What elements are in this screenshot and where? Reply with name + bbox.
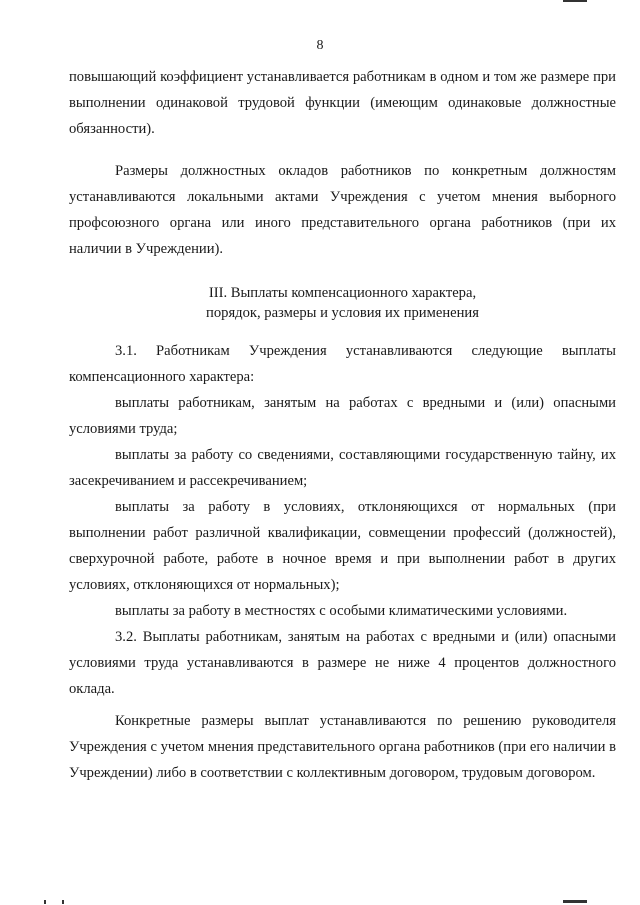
paragraph-3-1: 3.1. Работникам Учреждения устанавливаются следующие выплаты компенсационного характера: [69,343,616,385]
scan-mark-bottom-left-2 [62,900,64,904]
paragraph-3-2: 3.2. Выплаты работникам, занятым на работах с вредными и (или) опасными условиями труда устанавливаются в размере не ниже 4 процентов должностного оклада. [69,629,616,697]
section-heading-line-1: III. Выплаты компенсационного характера, [208,285,477,301]
list-item-climatic-conditions: выплаты за работу в местностях с особыми климатическими условиями. [115,603,568,619]
list-item-abnormal-conditions: выплаты за работу в условиях, отклоняющихся от нормальных (при выполнении работ различной квалификации, совмещении профессий (должностей), сверхурочной работе, работе в ночное время и при выполнении работ в других условиях, отклоняющихся от нормальных); [69,499,616,593]
paragraph-continuation: повышающий коэффициент устанавливается работникам в одном и том же размере при выполнении одинаковой трудовой функции (имеющим одинаковые должностные обязанности). [69,69,616,137]
page-number: 8 [316,38,324,53]
section-heading [69,283,616,323]
scan-mark-bottom-left [44,900,46,904]
scan-mark-top-right [563,0,587,2]
paragraph-salary-sizes: Размеры должностных окладов работников по конкретным должностям устанавливаются локальными актами Учреждения с учетом мнения выборного профсоюзного органа или иного представительного органа работников (при их наличии в Учреждении). [69,163,616,257]
list-item-harmful-conditions: выплаты работникам, занятым на работах с вредными и (или) опасными условиями труда; [69,395,616,437]
paragraph-specific-sizes: Конкретные размеры выплат устанавливаются по решению руководителя Учреждения с учетом мнения представительного органа работников (при его наличии в Учреждении) либо в соответствии с коллективным договором, трудовым договором. [69,713,616,781]
scan-mark-bottom-right [563,900,587,903]
list-item-state-secret: выплаты за работу со сведениями, составляющими государственную тайну, их засекречиванием и рассекречиванием; [69,447,616,489]
section-heading-line-2: порядок, размеры и условия их применения [206,305,479,321]
document-body [69,64,616,786]
